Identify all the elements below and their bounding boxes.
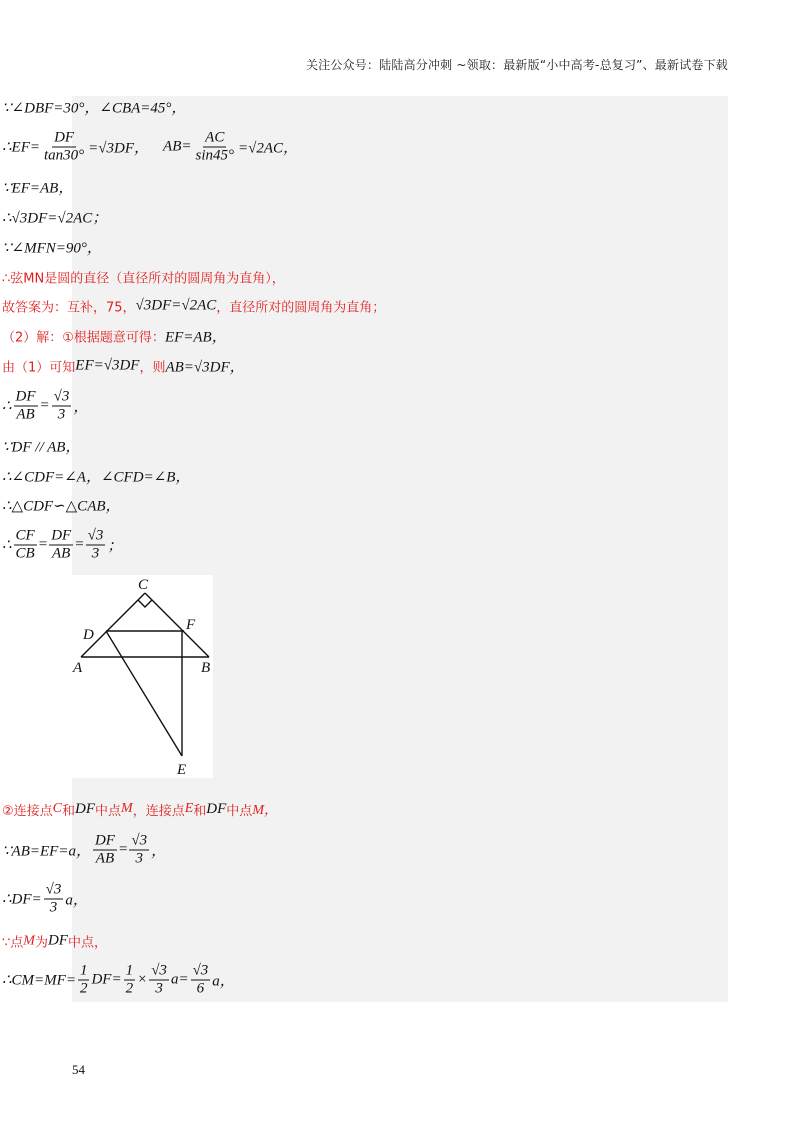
text: DF <box>206 800 227 817</box>
text: M， <box>252 803 278 818</box>
numerator: 1 <box>79 962 88 979</box>
numerator: DF <box>94 832 115 849</box>
text: =√2AC， <box>238 140 299 157</box>
text: a， <box>212 973 235 990</box>
text: × <box>137 971 148 988</box>
numerator: 1 <box>125 962 134 979</box>
denominator: 3 <box>135 850 144 867</box>
text: EF=AB， <box>164 329 227 346</box>
text: ∵EF=AB， <box>2 180 74 197</box>
denominator: 2 <box>79 980 88 997</box>
denominator: sin45° <box>195 147 234 164</box>
segment-AC <box>81 593 145 657</box>
line-12 <box>2 466 190 487</box>
text: ∴CM=MF= <box>2 972 76 989</box>
denominator: CB <box>15 545 35 562</box>
line-17 <box>2 882 88 917</box>
fraction <box>14 389 38 424</box>
line-7 <box>2 297 385 316</box>
fraction <box>14 528 37 563</box>
denominator: 3 <box>57 406 66 423</box>
text: ，则 <box>139 360 166 376</box>
numerator: DF <box>15 388 36 405</box>
text: ； <box>107 538 123 555</box>
text: ∴EF= <box>2 139 40 156</box>
text: ②连接点 <box>2 803 53 819</box>
label-C: C <box>138 577 149 593</box>
text: EF=√3DF <box>75 357 140 374</box>
fraction <box>124 963 136 998</box>
text: ∴ <box>2 537 12 554</box>
text: AB= <box>163 138 192 155</box>
text: （2）解：①根据题意可得： <box>2 330 165 346</box>
text: ∴ <box>2 398 12 415</box>
line-4 <box>2 207 107 228</box>
line-6 <box>2 268 285 287</box>
text: 和 <box>62 803 76 819</box>
text: ∵∠DBF=30°，∠CBA=45°， <box>2 100 187 117</box>
line-13 <box>2 495 121 516</box>
text: ∴弦MN是圆的直径（直径所对的圆周角为直角）， <box>2 271 285 287</box>
segment-CB <box>145 593 209 657</box>
label-E: E <box>177 762 187 778</box>
line-5 <box>2 237 102 258</box>
denominator: 3 <box>91 545 100 562</box>
text: ∴DF= <box>2 891 42 908</box>
text: AB=√3DF， <box>165 359 245 376</box>
text: 和 <box>193 803 207 819</box>
line-2 <box>2 130 298 165</box>
text: C <box>52 801 62 816</box>
text: ， <box>151 843 167 860</box>
line-10 <box>2 389 88 424</box>
segment-DE <box>106 631 182 756</box>
numerator: DF <box>51 527 72 544</box>
numerator: √3 <box>45 881 62 898</box>
right-angle-marker <box>138 600 152 607</box>
fraction <box>78 963 90 998</box>
text: 故答案为：互补，75， <box>2 300 136 316</box>
text: ∴△CDF∽△CAB， <box>2 498 121 515</box>
denominator: AB <box>16 406 35 423</box>
label-D: D <box>83 627 94 643</box>
text: ∵DF // AB， <box>2 439 81 456</box>
numerator: DF <box>54 129 75 146</box>
text: ， <box>73 399 89 416</box>
text: = <box>39 397 50 414</box>
numerator: √3 <box>131 832 148 849</box>
numerator: √3 <box>151 962 167 979</box>
text: E <box>184 801 194 816</box>
text: ∵AB=EF=a， <box>2 843 91 860</box>
label-F: F <box>186 617 196 633</box>
text: ∴√3DF=√2AC； <box>2 210 108 227</box>
line-19 <box>2 963 235 998</box>
text: M <box>23 933 35 948</box>
text: a， <box>65 892 88 909</box>
line-18 <box>2 932 107 951</box>
denominator: 6 <box>196 980 205 997</box>
text: ∴∠CDF=∠A，∠CFD=∠B， <box>2 469 191 486</box>
fraction <box>129 833 149 868</box>
fraction <box>149 963 169 998</box>
page-header: 关注公众号：陆陆高分冲刺 ~领取：最新版“小中高考-总复习”、最新试卷下载 <box>305 58 728 72</box>
text: DF <box>75 800 96 817</box>
text: DF <box>47 932 68 949</box>
fraction <box>193 130 236 165</box>
text: 为 <box>34 935 48 951</box>
text: ∵∠MFN=90°， <box>2 240 102 257</box>
numerator: √3 <box>87 527 104 544</box>
denominator: 3 <box>49 899 58 916</box>
text: ∵点 <box>2 935 24 951</box>
denominator: AB <box>52 545 71 562</box>
label-A: A <box>73 660 83 676</box>
text: M <box>121 801 133 816</box>
numerator: √3 <box>53 388 70 405</box>
fraction <box>42 130 86 165</box>
text: ，直径所对的圆周角为直角； <box>216 300 386 316</box>
fraction <box>44 882 64 917</box>
numerator: √3 <box>192 962 209 979</box>
text: ，连接点 <box>132 803 185 819</box>
geometry-figure <box>72 575 213 778</box>
fraction <box>52 389 72 424</box>
line-3 <box>2 177 73 198</box>
text: 中点， <box>67 935 107 951</box>
line-9 <box>2 356 245 377</box>
fraction <box>191 963 211 998</box>
page-number: 54 <box>72 1062 85 1077</box>
line-8 <box>2 326 227 347</box>
text: 由（1）可知 <box>2 360 76 376</box>
numerator: AC <box>205 129 225 146</box>
line-14: ∴ $\frac{CF}{CB}$ = $\frac{DF}{AB}$ = $\frac{√3}{3}$ ； <box>2 527 123 562</box>
text: √3DF=√2AC <box>135 297 217 314</box>
line-15 <box>2 799 278 819</box>
text: DF= <box>91 971 122 988</box>
geometry-diagram <box>72 575 213 778</box>
solution-block <box>72 96 728 1002</box>
numerator: CF <box>15 527 35 544</box>
label-B: B <box>201 660 211 676</box>
text: 中点 <box>95 803 122 819</box>
line-11 <box>2 436 80 457</box>
denominator: AB <box>95 850 115 867</box>
text: =√3DF， <box>88 140 150 157</box>
line-1 <box>2 97 186 118</box>
fraction <box>93 833 117 868</box>
denominator: 3 <box>155 980 163 997</box>
text: 中点 <box>226 803 253 819</box>
fraction <box>49 528 73 563</box>
fraction <box>86 528 106 563</box>
denominator: 2 <box>125 980 134 997</box>
line-16: ∵AB=EF=a， $\frac{DF}{AB}$ = $\frac{√3}{3}$ ， <box>2 832 167 867</box>
text: a= <box>170 971 189 988</box>
denominator: tan30° <box>44 147 85 164</box>
